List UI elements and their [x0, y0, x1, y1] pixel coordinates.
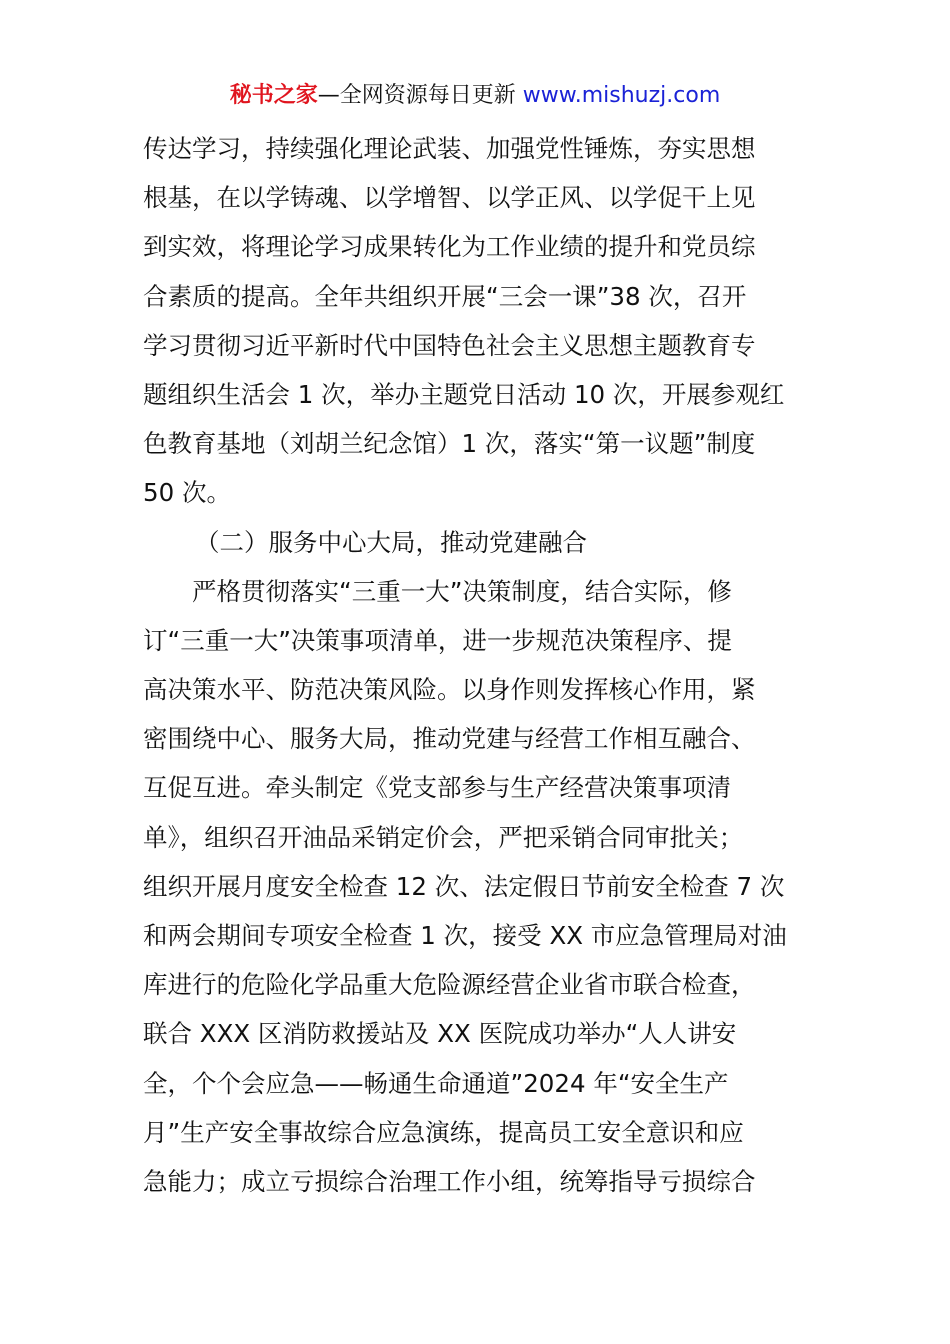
text-line: 高决策水平、防范决策风险。以身作则发挥核心作用，紧 — [143, 675, 756, 705]
text-line: 到实效，将理论学习成果转化为工作业绩的提升和党员综 — [143, 232, 756, 262]
text-line: 题组织生活会 1 次，举办主题党日活动 10 次，开展参观红 — [143, 379, 785, 409]
text-line: 单》，组织召开油品采销定价会，严把采销合同审批关； — [143, 822, 744, 852]
text-line: 互促互进。牵头制定《党支部参与生产经营决策事项清 — [143, 773, 731, 803]
text-line: 合素质的提高。全年共组织开展“三会一课”38 次，召开 — [143, 281, 747, 311]
text-line: 根基，在以学铸魂、以学增智、以学正风、以学促干上见 — [143, 183, 756, 213]
text-line: 50 次。 — [143, 478, 231, 508]
document-body — [143, 124, 823, 1206]
text-line: 全，个个会应急——畅通生命通道”2024 年“安全生产 — [143, 1068, 729, 1098]
site-header — [0, 80, 950, 112]
text-line: 学习贯彻习近平新时代中国特色社会主义思想主题教育专 — [143, 330, 756, 360]
text-line: 急能力；成立亏损综合治理工作小组，统筹指导亏损综合 — [143, 1166, 756, 1196]
text-line: 订“三重一大”决策事项清单，进一步规范决策程序、提 — [143, 625, 732, 655]
text-line: 月”生产安全事故综合应急演练，提高员工安全意识和应 — [143, 1117, 744, 1147]
text-line: 密围绕中心、服务大局，推动党建与经营工作相互融合、 — [143, 724, 756, 754]
text-line: 联合 XXX 区消防救援站及 XX 医院成功举办“人人讲安 — [143, 1019, 737, 1049]
text-line: 组织开展月度安全检查 12 次、法定假日节前安全检查 7 次 — [143, 871, 785, 901]
text-line: 和两会期间专项安全检查 1 次，接受 XX 市应急管理局对油 — [143, 921, 787, 950]
site-url-link[interactable]: www.mishuzj.com — [522, 83, 721, 108]
text-line: 色教育基地（刘胡兰纪念馆）1 次，落实“第一议题”制度 — [143, 429, 756, 459]
paragraph-first-line: 严格贯彻落实“三重一大”决策制度，结合实际，修 — [192, 576, 732, 606]
text-line: 库进行的危险化学品重大危险源经营企业省市联合检查， — [143, 970, 756, 1000]
text-line: 传达学习，持续强化理论武装、加强党性锤炼，夯实思想 — [143, 134, 756, 163]
site-brand: 秘书之家 — [229, 83, 318, 108]
site-tagline: —全网资源每日更新 — [317, 83, 516, 108]
section-heading: （二）服务中心大局，推动党建融合 — [195, 527, 587, 557]
